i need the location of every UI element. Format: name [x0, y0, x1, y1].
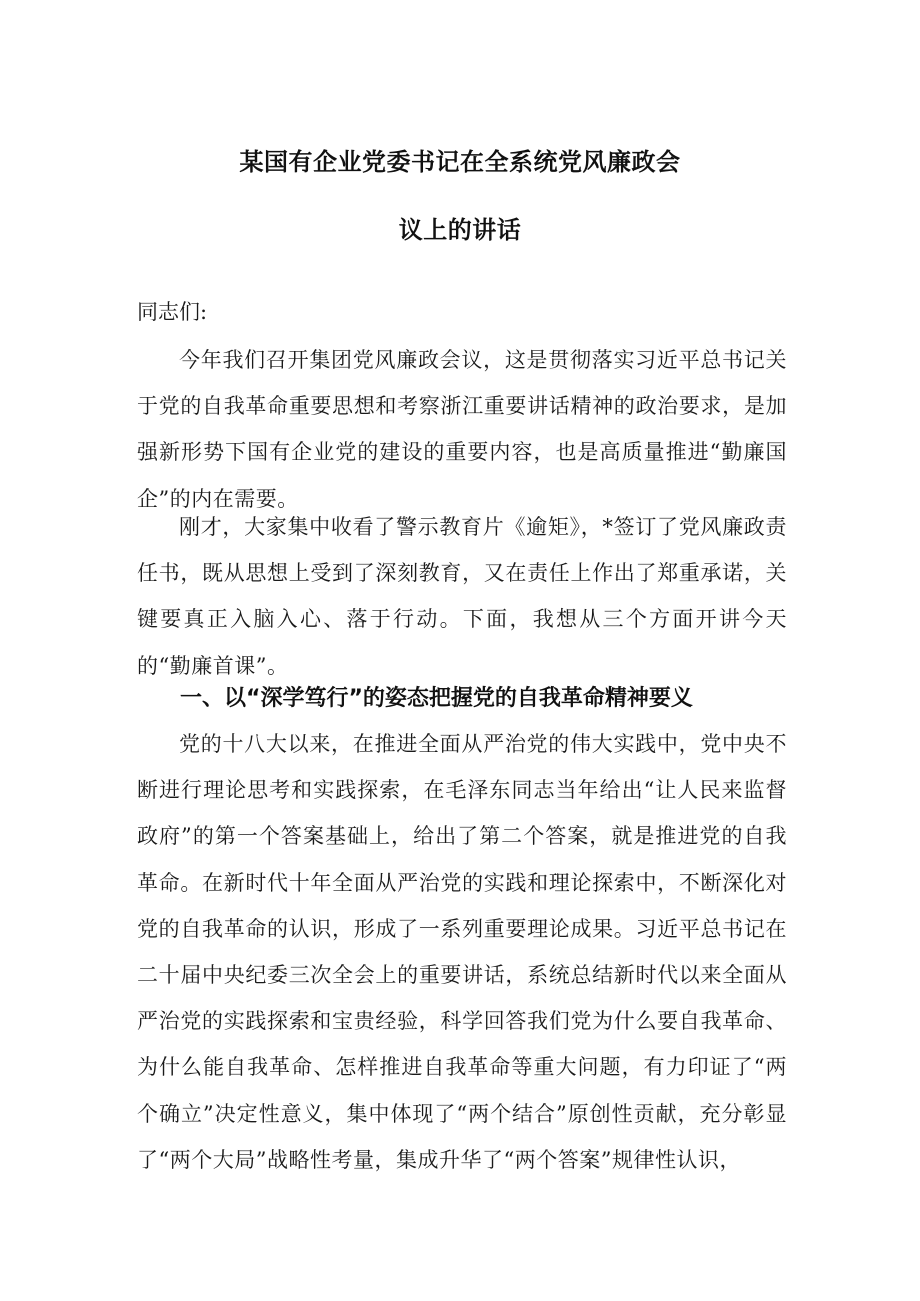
paragraph-intro: 今年我们召开集团党风廉政会议，这是贯彻落实习近平总书记关于党的自我革命重要思想和考察浙江重要讲话精神的政治要求，是加强新形势下国有企业党的建设的重要内容，也是高质量推进“勤廉国企”的内在需要。	[137, 348, 787, 511]
section-heading-1: 一、以“深学笃行”的姿态把握党的自我革命精神要义	[180, 686, 693, 711]
section-1-paragraph: 党的十八大以来，在推进全面从严治党的伟大实践中，党中央不断进行理论思考和实践探索，在毛泽东同志当年给出“让人民来监督政府”的第一个答案基础上，给出了第二个答案，就是推进党的自我革命。在新时代十年全面从严治党的实践和理论探索中，不断深化对党的自我革命的认识，形成了一系列重要理论成果。习近平总书记在二十届中央纪委三次全会上的重要讲话，系统总结新时代以来全面从严治党的实践探索和宝贵经验，科学回答我们党为什么要自我革命、为什么能自我革命、怎样推进自我革命等重大问题，有力印证了“两个确立”决定性意义，集中体现了“两个结合”原创性贡献，充分彰显了“两个大局”战略性考量，集成升华了“两个答案”规律性认识，	[137, 732, 787, 1172]
paragraph-agenda: 刚才，大家集中收看了警示教育片《逾矩》，*签订了党风廉政责任书，既从思想上受到了深刻教育，又在责任上作出了郑重承诺，关键要真正入脑入心、落于行动。下面，我想从三个方面开讲今天的“勤廉首课”。	[137, 515, 787, 678]
document-title-line-1: 某国有企业党委书记在全系统党风廉政会	[239, 148, 681, 176]
document-title-line-2: 议上的讲话	[398, 216, 522, 244]
salutation: 同志们:	[137, 300, 208, 324]
